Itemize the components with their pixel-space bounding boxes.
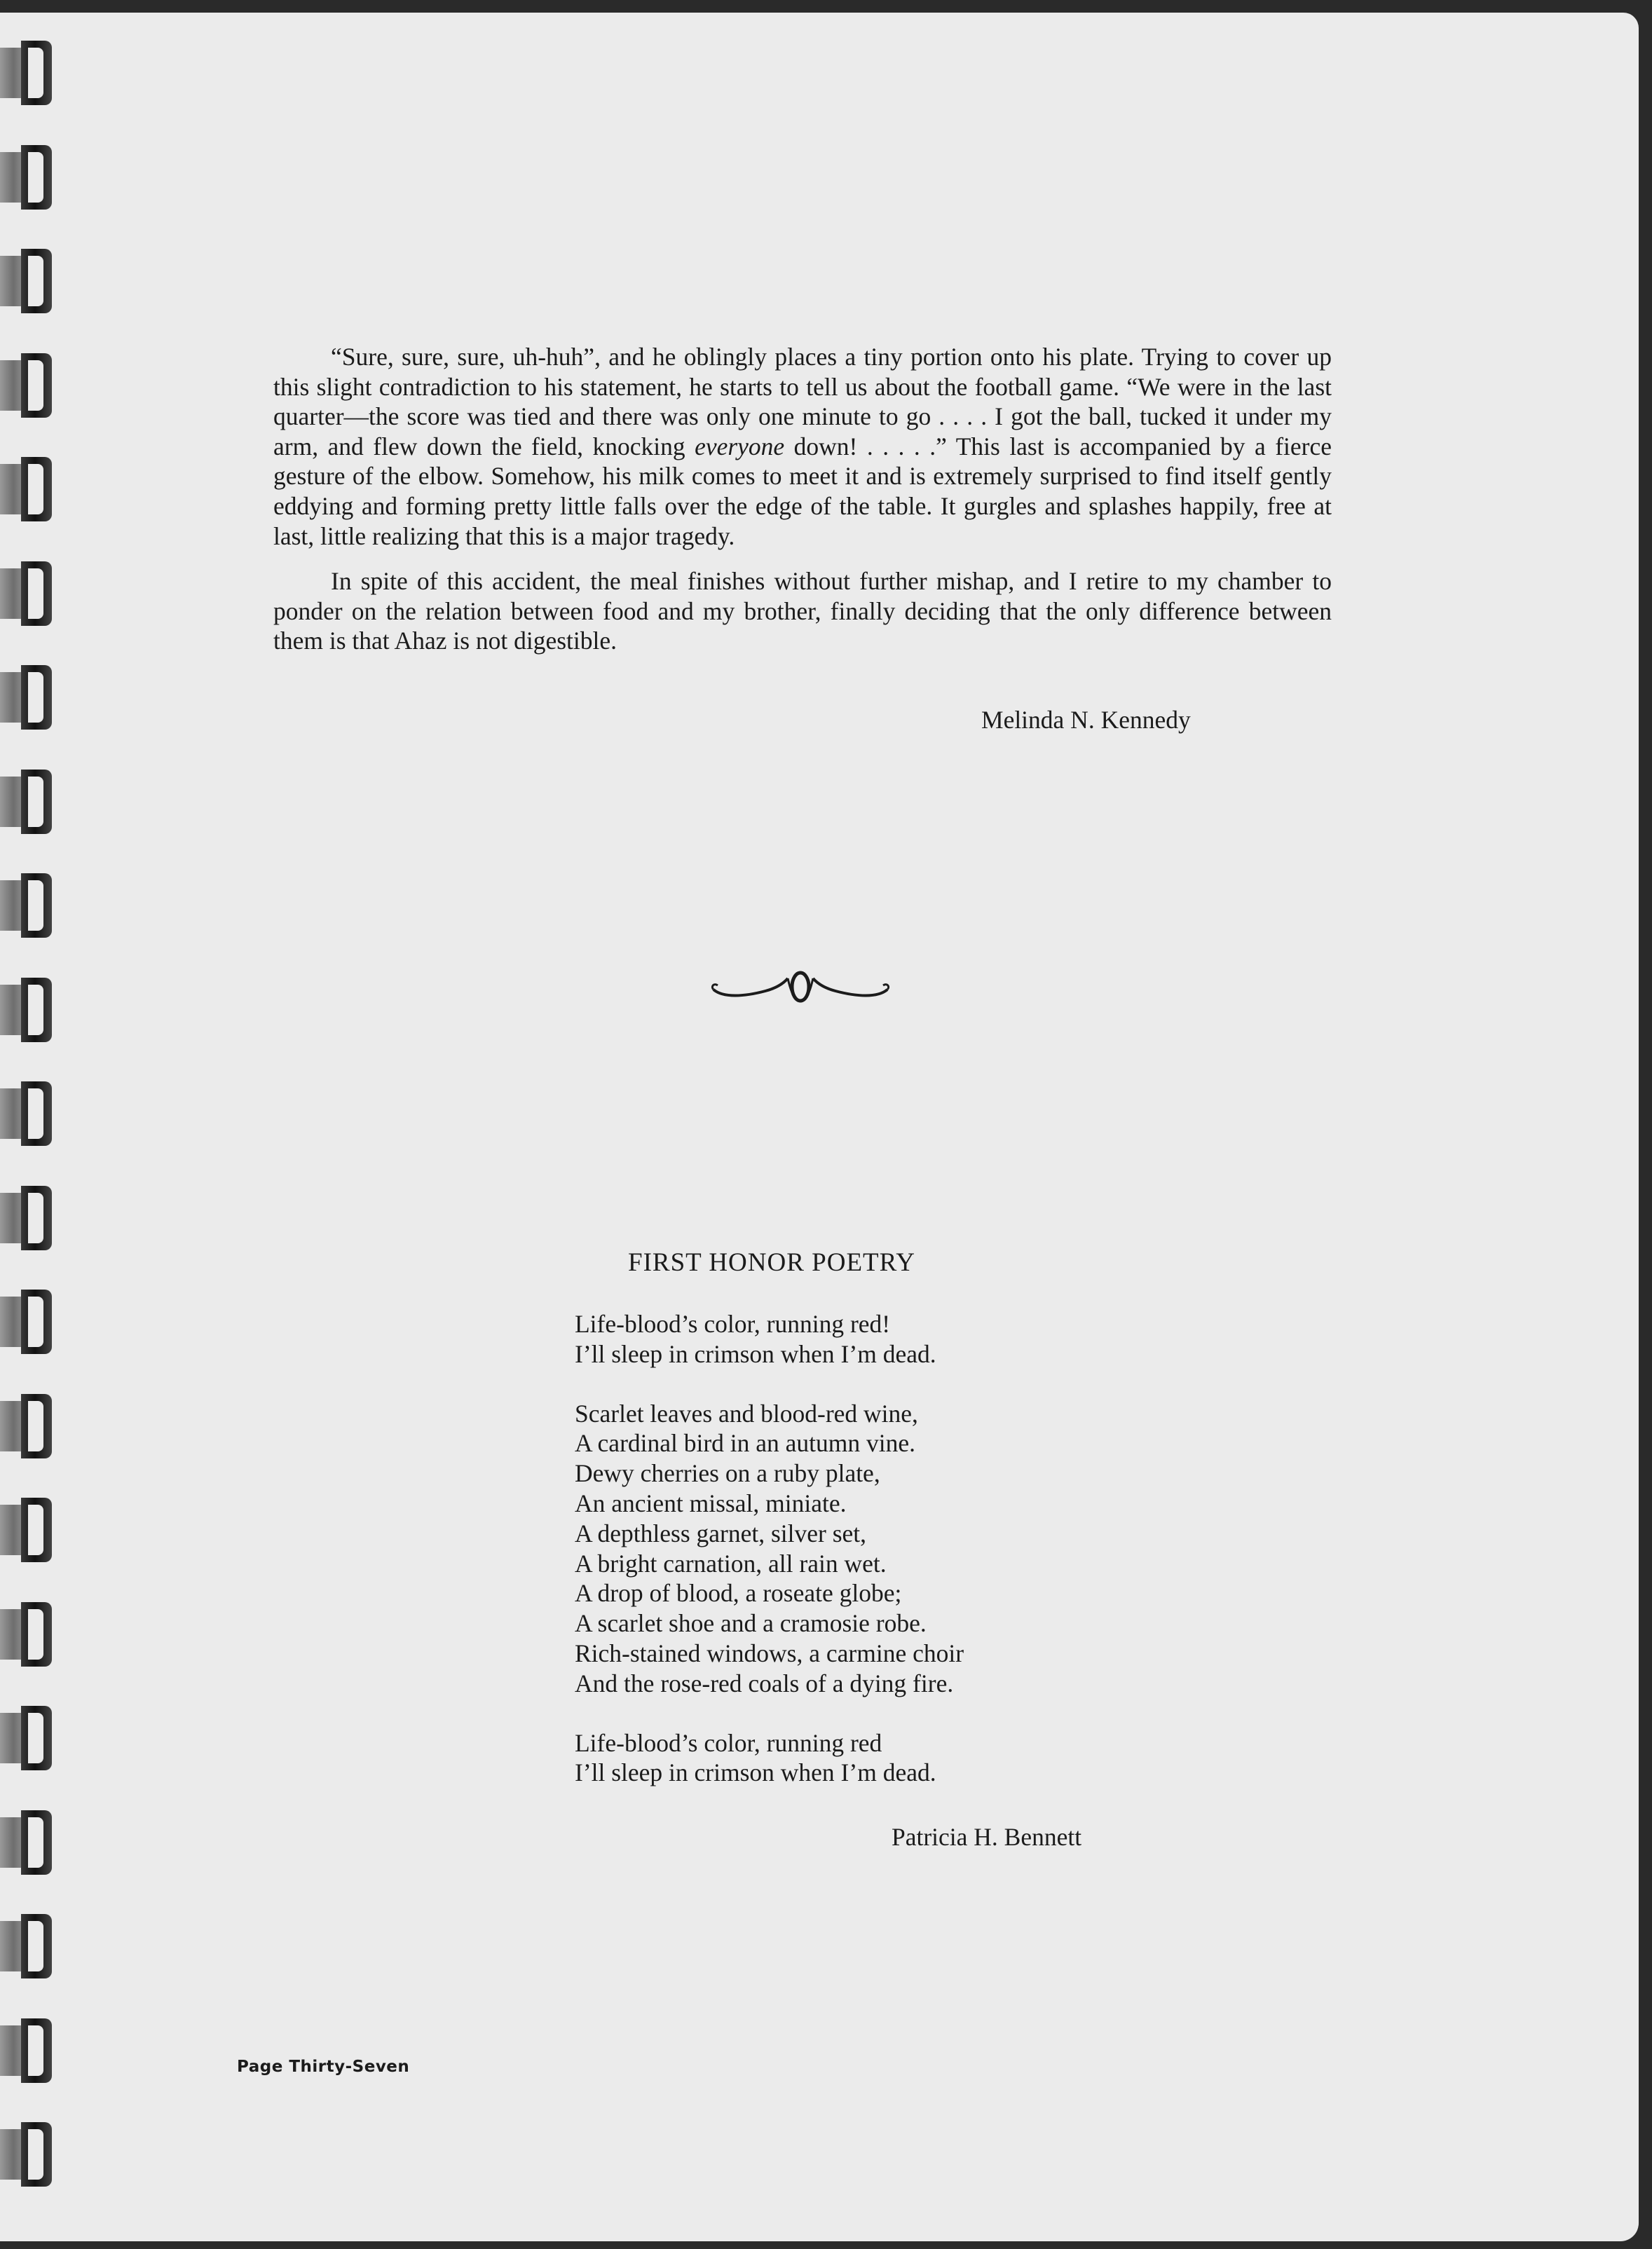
document-page <box>0 13 1639 2241</box>
poem-line: A depthless garnet, silver set, <box>575 1519 867 1547</box>
spiral-coil-icon <box>0 1394 55 1458</box>
poem-line: An ancient missal, miniate. <box>575 1489 847 1517</box>
spiral-coil-icon <box>0 1081 55 1146</box>
poem-line: I’ll sleep in crimson when I’m dead. <box>575 1339 936 1368</box>
poem-stanza <box>575 1399 1276 1699</box>
story-excerpt <box>273 342 1332 671</box>
poem-title: FIRST HONOR POETRY <box>628 1248 916 1277</box>
poem-line: Life-blood’s color, running red! <box>575 1310 891 1338</box>
spiral-coil-icon <box>0 1810 55 1875</box>
spiral-coil-icon <box>0 41 55 105</box>
spiral-coil-icon <box>0 873 55 938</box>
poem-line: I’ll sleep in crimson when I’m dead. <box>575 1758 936 1787</box>
spiral-coil-icon <box>0 457 55 521</box>
poem-line: A scarlet shoe and a cramosie robe. <box>575 1609 927 1638</box>
poem-line: Scarlet leaves and blood-red wine, <box>575 1399 918 1428</box>
spiral-coil-icon <box>0 249 55 313</box>
spiral-coil-icon <box>0 978 55 1042</box>
poem-line: Dewy cherries on a ruby plate, <box>575 1459 880 1488</box>
scroll-ornament-icon <box>709 966 892 1008</box>
poem-stanza <box>575 1728 1276 1789</box>
poem-line: Rich-stained windows, a carmine choir <box>575 1639 964 1667</box>
poem-line: A bright carnation, all rain wet. <box>575 1549 887 1578</box>
spiral-coil-icon <box>0 2018 55 2083</box>
spiral-coil-icon <box>0 1602 55 1667</box>
spiral-coil-icon <box>0 353 55 418</box>
spiral-coil-icon <box>0 1706 55 1770</box>
spiral-coil-icon <box>0 1914 55 1978</box>
spiral-coil-icon <box>0 1290 55 1354</box>
spiral-coil-icon <box>0 561 55 626</box>
poem-stanza <box>575 1309 1276 1369</box>
spiral-binding-icon <box>0 13 63 2241</box>
poem-author: Patricia H. Bennett <box>892 1823 1082 1851</box>
spiral-coil-icon <box>0 1186 55 1250</box>
spiral-coil-icon <box>0 665 55 730</box>
spiral-coil-icon <box>0 145 55 210</box>
poem-line: And the rose-red coals of a dying fire. <box>575 1669 954 1697</box>
poem-body <box>575 1309 1276 1817</box>
story-author: Melinda N. Kennedy <box>981 706 1191 734</box>
spiral-coil-icon <box>0 2122 55 2187</box>
story-paragraph-2: In spite of this accident, the meal finishes without further mishap, and I retire to my chamber to ponder on the relation between food and my brother, finally deciding that the only difference between them is that Ahaz is not digestible. <box>273 567 1332 655</box>
story-paragraph-1: “Sure, sure, sure, uh-huh”, and he oblingly places a tiny portion onto his plate. Trying to cover up this slight contradiction to his statement, he starts to tell us about the football game. “We were in the last quarter—the score was tied and there was only one minute to go . . . . I got the ball, tucked it under my arm, and flew down the field, knocking everyone down! . . . . .” This last is accompanied by a fierce gesture of the elbow. Somehow, his milk comes to meet it and is extremely surprised to find itself gently eddying and forming pretty little falls over the edge of the table. It gurgles and splashes happily, free at last, little realizing that this is a major tragedy. <box>273 343 1332 550</box>
page-number: Page Thirty-Seven <box>237 2058 410 2076</box>
poem-line: A cardinal bird in an autumn vine. <box>575 1429 916 1458</box>
spiral-coil-icon <box>0 770 55 834</box>
poem-line: A drop of blood, a roseate globe; <box>575 1579 902 1608</box>
spiral-coil-icon <box>0 1498 55 1562</box>
poem-line: Life-blood’s color, running red <box>575 1728 882 1757</box>
